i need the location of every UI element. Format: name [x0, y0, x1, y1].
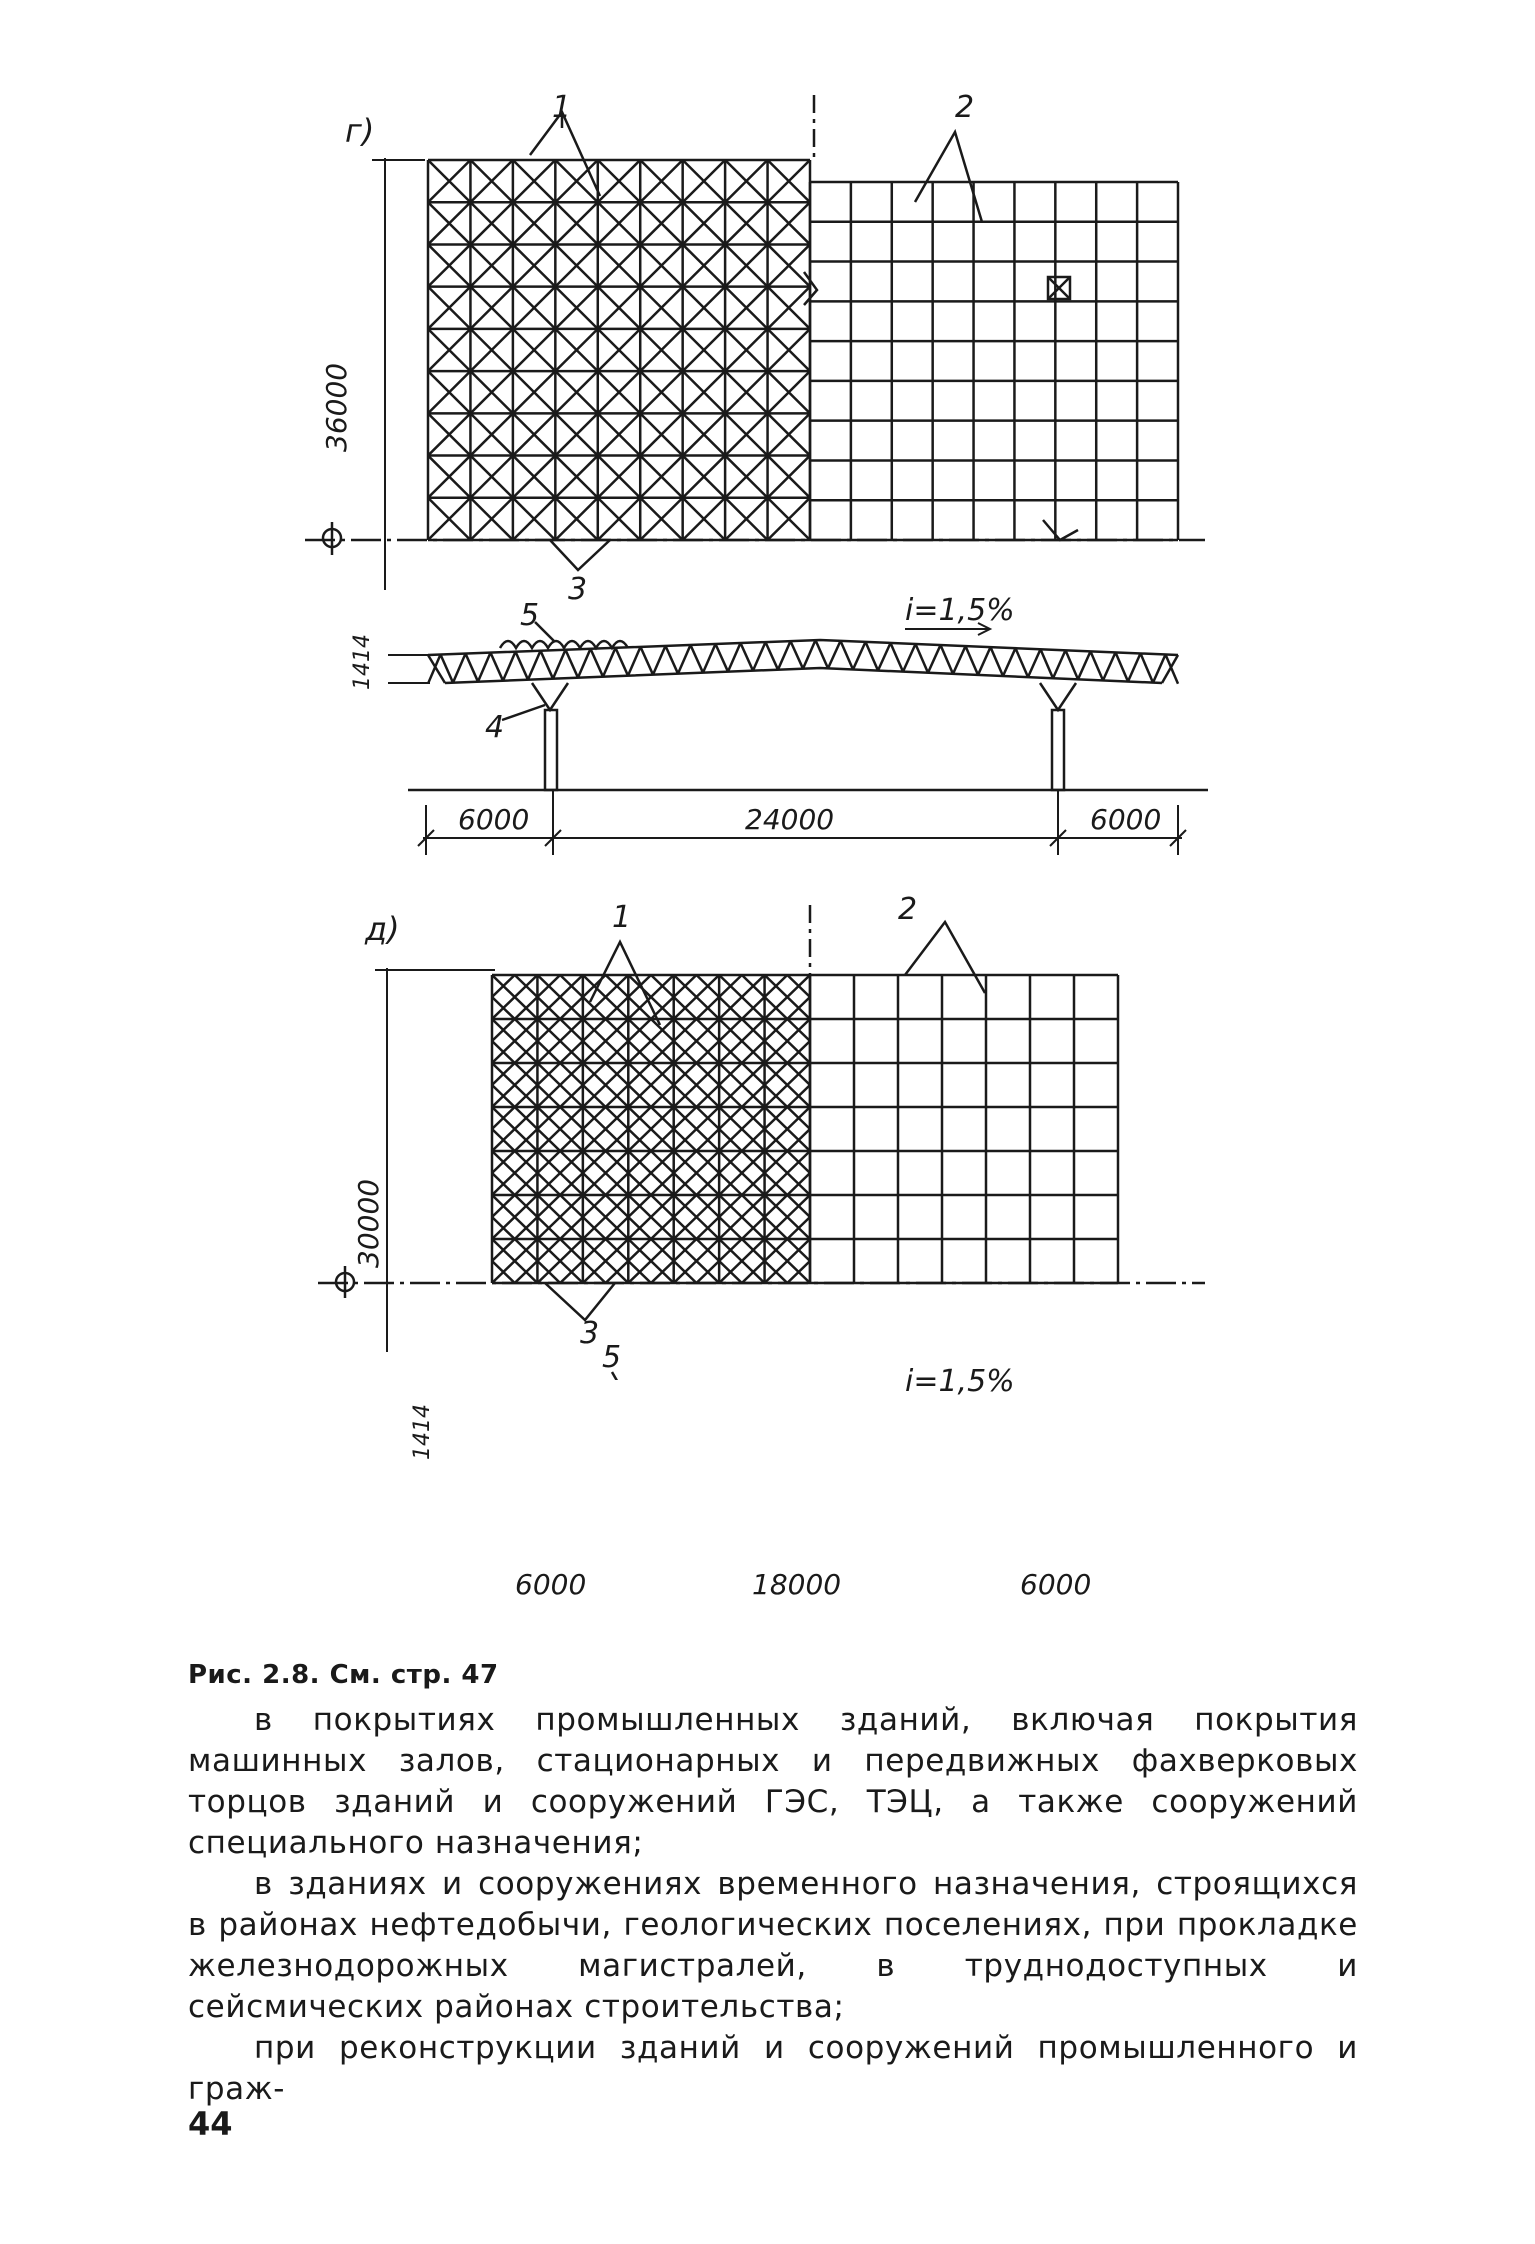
panel-g-label: г) — [345, 112, 375, 150]
panel-g-slope: i=1,5% — [905, 593, 1015, 628]
panel-d-span-mid: 18000 — [752, 1568, 842, 1601]
panel-g-callout-2: 2 — [955, 90, 975, 125]
panel-g-span-right: 6000 — [1090, 803, 1162, 836]
panel-g-callout-4: 4 — [485, 710, 505, 745]
panel-d-height-dim: 30000 — [352, 1178, 385, 1268]
panel-d-callout-1: 1 — [612, 900, 632, 935]
panel-g-section-depth: 1414 — [350, 634, 375, 690]
panel-g-span-left: 6000 — [458, 803, 530, 836]
panel-d-slope: i=1,5% — [905, 1364, 1015, 1399]
panel-d-label: д) — [365, 910, 400, 948]
paragraph-3: при реконструкции зданий и сооружений промышленного и граж- — [188, 2030, 1358, 2107]
panel-g-height-dim: 36000 — [320, 362, 353, 452]
panel-d-callout-2: 2 — [898, 892, 918, 927]
paragraph-2: в зданиях и сооружениях временного назначения, строящихся в районах нефтедобычи, геологических поселениях, при прокладке железнодорожных магистралей, в труднодоступных и сейсмических районах строительства; — [188, 1866, 1358, 2025]
panel-d-section-depth: 1414 — [410, 1404, 435, 1460]
page-number: 44 — [188, 2105, 233, 2143]
panel-g-callout-3: 3 — [568, 572, 588, 607]
panel-d-callout-3: 3 — [580, 1316, 600, 1351]
panel-g-callout-1: 1 — [552, 90, 572, 125]
figure-caption: Рис. 2.8. См. стр. 47 — [188, 1660, 499, 1690]
panel-d-span-left: 6000 — [515, 1568, 587, 1601]
panel-d-callout-5: 5 — [602, 1340, 622, 1375]
body-text — [188, 1700, 1358, 2110]
paragraph-1: в покрытиях промышленных зданий, включая покрытия машинных залов, стационарных и передвижных фахверковых торцов зданий и сооружений ГЭС, ТЭЦ, а также сооружений специального назначения; — [188, 1702, 1358, 1861]
panel-d-span-right: 6000 — [1020, 1568, 1092, 1601]
panel-g-callout-5: 5 — [520, 598, 540, 633]
panel-g-span-mid: 24000 — [745, 803, 835, 836]
